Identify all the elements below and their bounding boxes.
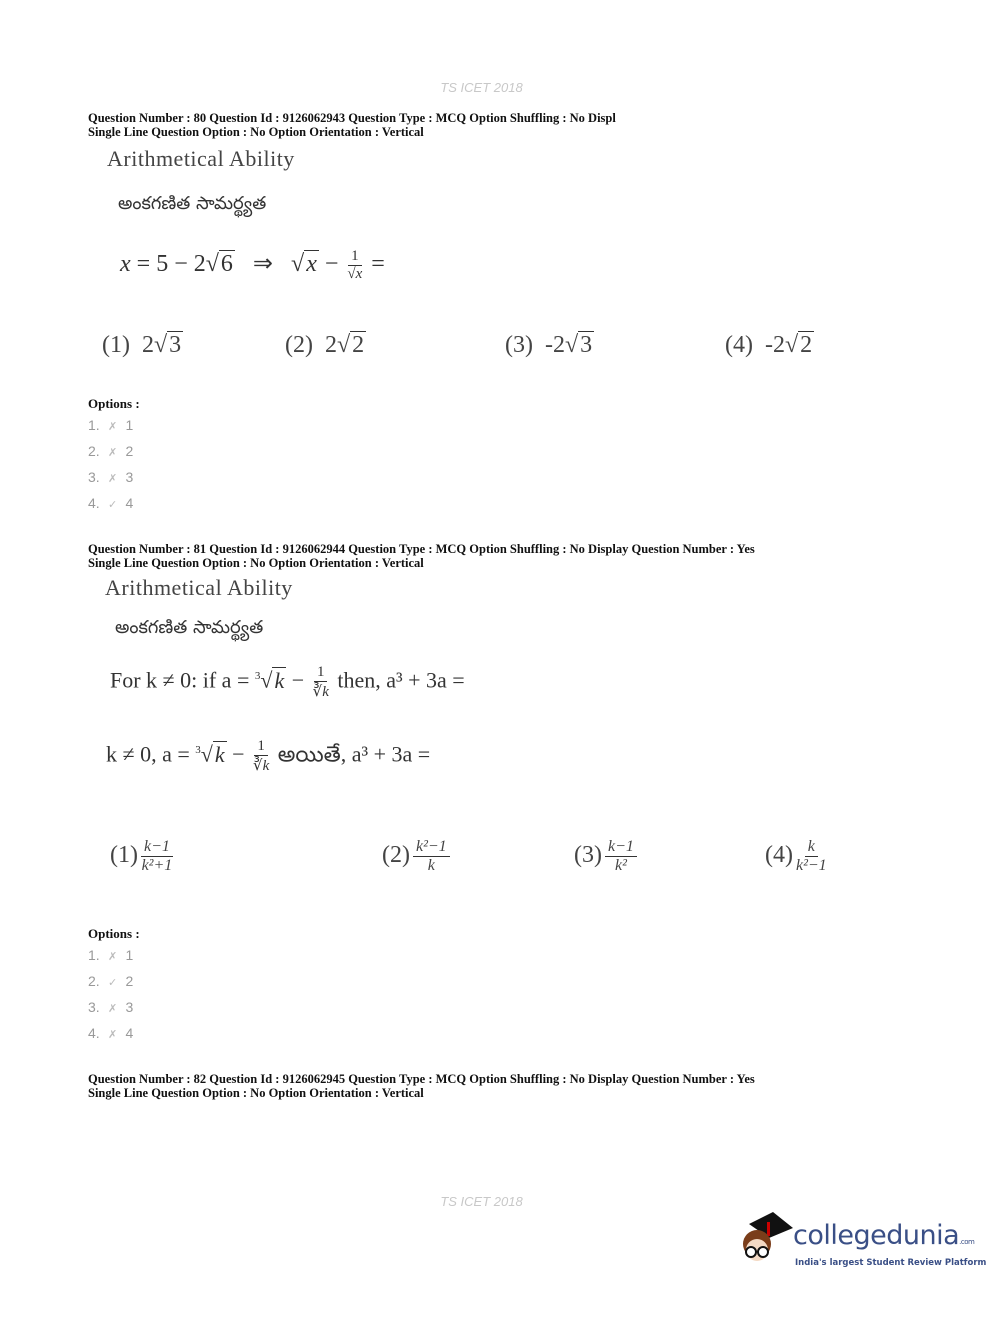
fraction: $\frac{1}{√x}$ xyxy=(347,248,363,282)
choice-number: (4) xyxy=(765,842,793,869)
option-number: 3. xyxy=(88,469,100,485)
q81-choice-1 xyxy=(110,838,176,875)
option-value: 2 xyxy=(125,973,134,989)
q82-meta-line2: Single Line Question Option : No Option Orientation : Vertical xyxy=(88,1086,424,1100)
q80-option-2 xyxy=(88,443,133,459)
cross-icon: ✗ xyxy=(107,447,118,459)
option-value: 3 xyxy=(125,469,134,485)
q81-option-4 xyxy=(88,1025,133,1041)
cross-icon: ✗ xyxy=(107,1003,118,1015)
choice-number: (1) xyxy=(110,842,138,869)
denominator: k xyxy=(322,684,329,700)
option-number: 4. xyxy=(88,1025,100,1041)
q80-choice-3: (3) -2√3 xyxy=(505,332,593,358)
eq-suffix: then, a³ + 3a = xyxy=(337,667,465,693)
choice-radicand: 3 xyxy=(580,332,593,358)
choice-coef: -2 xyxy=(764,332,785,358)
q80-option-3 xyxy=(88,469,133,485)
radicand: 6 xyxy=(220,251,233,278)
var-x: x xyxy=(120,251,131,278)
q81-equation-en: For k ≠ 0: if a = $^3$√k − $\frac{1}{∛k}$ then, a³ + 3a = xyxy=(110,664,465,700)
logo-name: collegedunia xyxy=(793,1220,960,1251)
numerator: 1 xyxy=(348,248,362,266)
watermark-bottom: TS ICET 2018 xyxy=(440,1194,523,1209)
fraction xyxy=(413,838,450,875)
q80-option-1 xyxy=(88,417,133,433)
choice-radicand: 3 xyxy=(169,332,182,358)
watermark-top: TS ICET 2018 xyxy=(440,80,523,95)
q80-choice-2: (2) 2√2 xyxy=(285,332,365,358)
q81-section: Arithmetical Ability xyxy=(105,575,293,600)
choice-number: (4) xyxy=(725,332,753,358)
q81-options-label: Options : xyxy=(88,926,140,941)
denominator: k²+1 xyxy=(141,857,173,874)
choice-coef: 2 xyxy=(324,332,337,358)
q81-option-2 xyxy=(88,973,133,989)
mascot-icon xyxy=(735,1210,795,1280)
q80-choice-4: (4) -2√2 xyxy=(725,332,813,358)
cross-icon: ✗ xyxy=(107,421,118,433)
cube-index: 3 xyxy=(195,744,201,757)
q80-section-telugu: అంకగణిత సామర్థ్యత xyxy=(118,193,267,214)
eq-part: = 5 − 2 xyxy=(136,251,206,278)
numerator: k−1 xyxy=(141,838,173,857)
option-number: 1. xyxy=(88,947,100,963)
minus: − xyxy=(291,667,305,693)
sqrt-sign: √ xyxy=(205,251,219,278)
q80-equation xyxy=(120,248,385,283)
choice-number: (1) xyxy=(102,332,130,358)
choice-number: (3) xyxy=(505,332,533,358)
cube-index: 3 xyxy=(254,670,261,683)
choice-radicand: 2 xyxy=(352,332,365,358)
denominator: k² xyxy=(614,857,627,874)
fraction xyxy=(141,838,173,875)
numerator: k²−1 xyxy=(413,838,450,857)
cross-icon: ✗ xyxy=(107,951,118,963)
numerator: 1 xyxy=(314,664,328,682)
numerator: k−1 xyxy=(605,838,637,857)
choice-number: (2) xyxy=(382,842,410,869)
q80-section: Arithmetical Ability xyxy=(107,146,295,171)
sqrt-sign: √ xyxy=(291,251,305,278)
eq-prefix: k ≠ 0, a = xyxy=(106,741,196,767)
q81-section-telugu: అంకగణిత సామర్థ్యత xyxy=(115,617,264,638)
choice-number: (3) xyxy=(574,842,602,869)
q80-meta xyxy=(88,111,616,139)
q81-equation-te: k ≠ 0, a = $^3$√k − $\frac{1}{∛k}$ అయితే, a³ + 3a = xyxy=(106,738,431,774)
option-number: 2. xyxy=(88,973,100,989)
option-value: 4 xyxy=(125,495,134,511)
denominator: k xyxy=(427,857,435,874)
cross-icon: ✗ xyxy=(107,1029,118,1041)
option-value: 2 xyxy=(125,443,134,459)
q80-meta-line1: Question Number : 80 Question Id : 9126062943 Question Type : MCQ Option Shuffling : No Displ xyxy=(88,111,616,125)
minus: − xyxy=(324,251,339,278)
logo-tagline: India's largest Student Review Platform xyxy=(795,1258,987,1268)
fraction: $\frac{1}{∛k}$ xyxy=(253,738,270,774)
numerator: k xyxy=(805,838,818,857)
denominator: k²−1 xyxy=(795,857,827,874)
denominator: k xyxy=(262,758,270,774)
check-icon: ✓ xyxy=(107,499,118,511)
fraction xyxy=(796,838,827,875)
q80-choice-1: (1) 2√3 xyxy=(102,332,182,358)
q81-option-3 xyxy=(88,999,133,1015)
q81-option-1 xyxy=(88,947,133,963)
numerator: 1 xyxy=(254,738,268,756)
option-value: 3 xyxy=(125,999,134,1015)
option-number: 2. xyxy=(88,443,100,459)
q80-meta-line2: Single Line Question Option : No Option Orientation : Vertical xyxy=(88,125,424,139)
q81-meta xyxy=(88,542,755,570)
option-number: 4. xyxy=(88,495,100,511)
option-value: 4 xyxy=(125,1025,134,1041)
denominator: x xyxy=(355,266,363,282)
choice-radicand: 2 xyxy=(800,332,813,358)
q81-choice-4 xyxy=(765,838,830,875)
option-number: 3. xyxy=(88,999,100,1015)
logo-wordmark xyxy=(793,1220,974,1251)
q82-meta xyxy=(88,1072,755,1100)
q81-meta-line2: Single Line Question Option : No Option Orientation : Vertical xyxy=(88,556,424,570)
logo-suffix: .com xyxy=(959,1238,975,1246)
choice-coef: 2 xyxy=(141,332,154,358)
collegedunia-logo xyxy=(735,1210,987,1280)
eq-prefix: For k ≠ 0: if a = xyxy=(110,667,255,693)
q82-meta-line1: Question Number : 82 Question Id : 9126062945 Question Type : MCQ Option Shuffling : No Display Question Number : Yes xyxy=(88,1072,755,1086)
option-value: 1 xyxy=(125,417,134,433)
check-icon: ✓ xyxy=(107,977,118,989)
radicand: k xyxy=(214,741,225,767)
minus: − xyxy=(232,741,245,767)
choice-coef: -2 xyxy=(544,332,565,358)
radicand: k xyxy=(274,667,285,693)
q81-choice-2 xyxy=(382,838,453,875)
option-value: 1 xyxy=(125,947,134,963)
eq-suffix: అయితే, a³ + 3a = xyxy=(277,741,431,767)
q81-choice-3 xyxy=(574,838,640,875)
equals: = xyxy=(371,251,385,278)
fraction xyxy=(605,838,637,875)
q80-options-label: Options : xyxy=(88,396,140,411)
q80-option-4 xyxy=(88,495,133,511)
implies-arrow: ⇒ xyxy=(252,251,274,278)
q81-meta-line1: Question Number : 81 Question Id : 9126062944 Question Type : MCQ Option Shuffling : No Display Question Number : Yes xyxy=(88,542,755,556)
option-number: 1. xyxy=(88,417,100,433)
cross-icon: ✗ xyxy=(107,473,118,485)
radicand: x xyxy=(306,251,317,278)
fraction: $\frac{1}{∛k}$ xyxy=(312,664,329,700)
choice-number: (2) xyxy=(285,332,313,358)
